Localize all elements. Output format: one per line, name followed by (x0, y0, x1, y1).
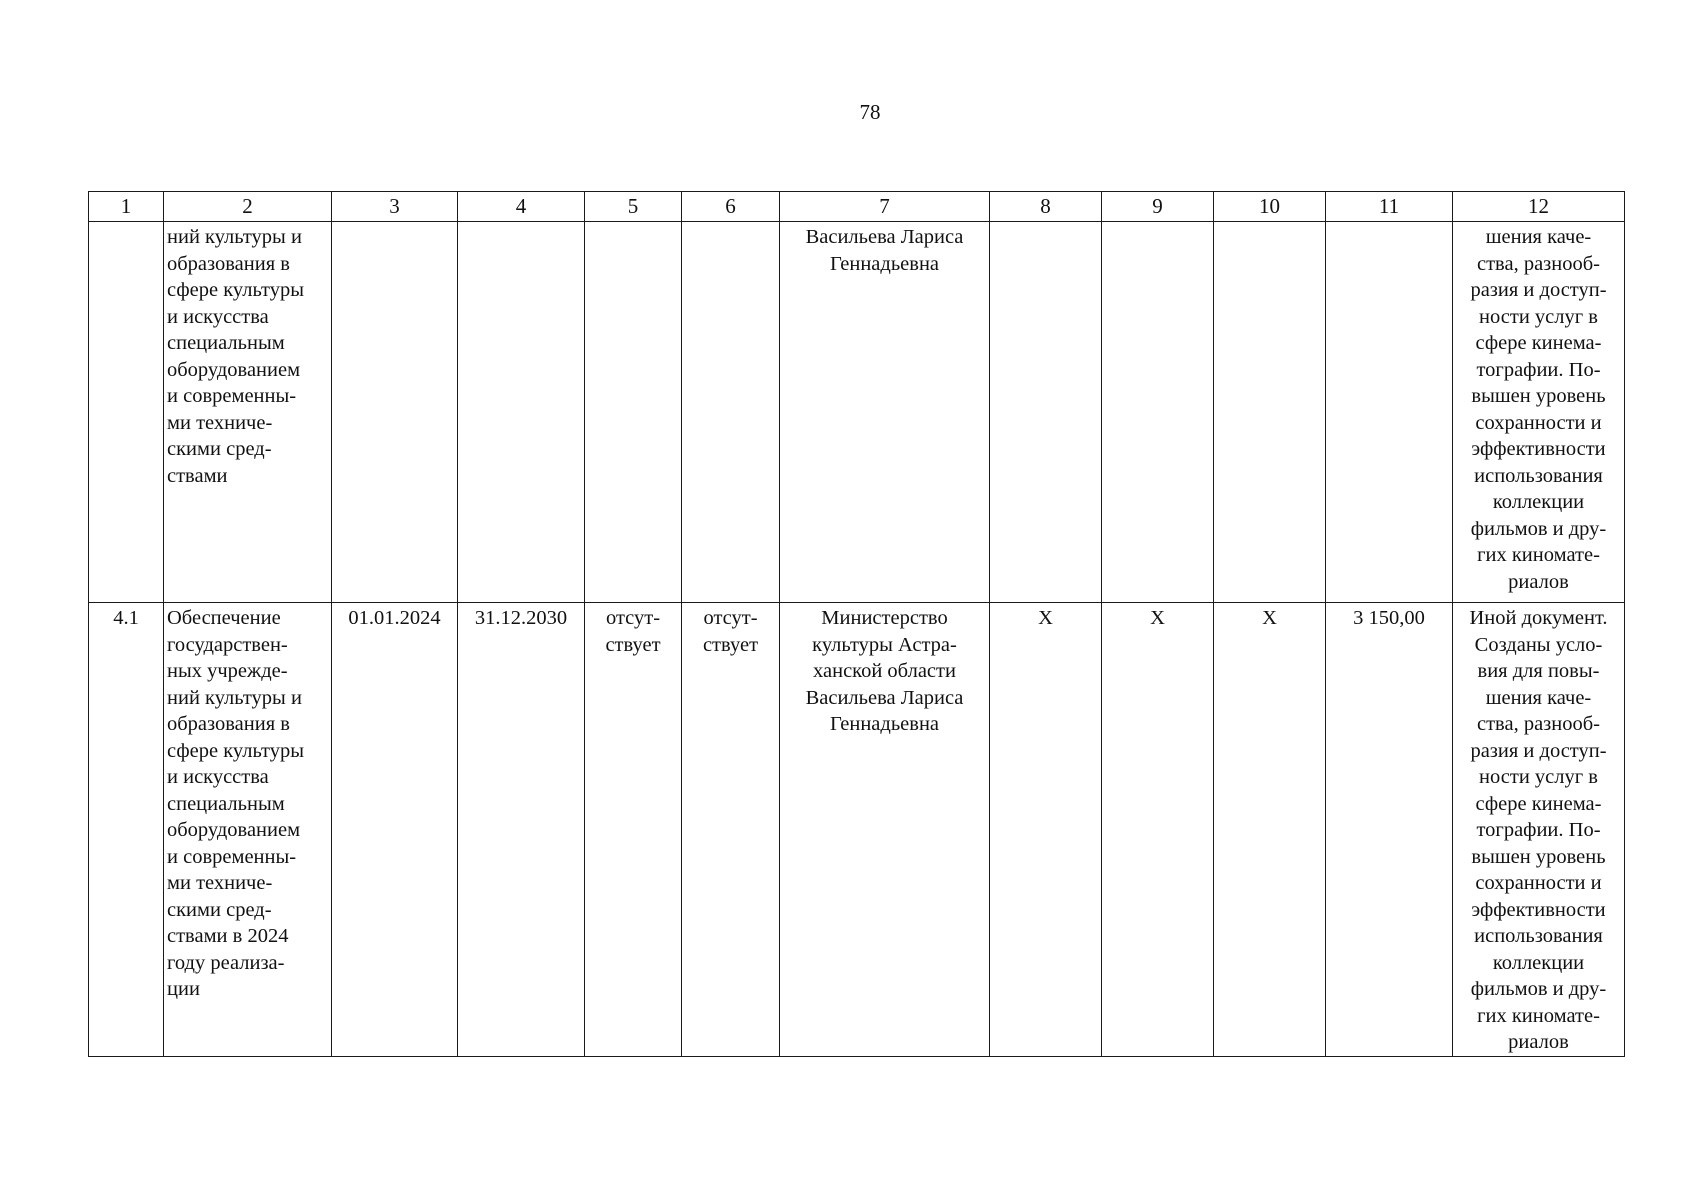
table-row (89, 222, 1625, 603)
cell-line: оборудованием (167, 358, 301, 381)
cell-line: риалов (1508, 570, 1569, 593)
cell-end-date: 31.12.2030 (458, 603, 585, 1057)
cell-line: вия для повы- (1477, 660, 1600, 682)
cell-line: гих киномате- (1477, 1004, 1600, 1027)
cell-line: ствами (167, 464, 228, 487)
cell-line: и искусства (167, 766, 269, 788)
cell-line: коллекции (1492, 491, 1585, 513)
cell-line: ствами в 2024 (167, 925, 289, 947)
cell-line: сфере культуры (167, 739, 304, 762)
cell-line: ний культуры и (167, 686, 302, 709)
column-header-4: 4 (458, 192, 585, 222)
cell-line: сохранности и (1475, 411, 1602, 434)
cell-line: ции (167, 978, 200, 1000)
cell-line: специальным (167, 332, 285, 354)
cell-responsible (780, 603, 990, 1057)
cell-col9 (1102, 222, 1214, 603)
table-row (89, 603, 1625, 1057)
cell-line: шения каче- (1485, 686, 1592, 709)
cell-line: Геннадьевна (829, 713, 940, 735)
cell-line: отсут- (703, 607, 758, 629)
cell-start-date: 01.01.2024 (332, 603, 458, 1057)
cell-line: и современны- (167, 845, 297, 868)
column-header-12: 12 (1453, 192, 1625, 222)
cell-line: Васильева Лариса (805, 226, 964, 248)
cell-line: году реализа- (167, 951, 285, 974)
column-header-7: 7 (780, 192, 990, 222)
cell-result (1453, 222, 1625, 603)
cell-col6 (682, 222, 780, 603)
cell-line: ми техниче- (167, 411, 273, 434)
page-number: 78 (859, 100, 881, 124)
cell-line: фильмов и дру- (1470, 517, 1607, 540)
cell-line: разия и доступ- (1470, 739, 1607, 762)
cell-line: сохранности и (1475, 872, 1602, 894)
cell-description (164, 603, 332, 1057)
column-header-11: 11 (1326, 192, 1453, 222)
cell-line: и искусства (167, 305, 269, 328)
cell-line: тографии. По- (1476, 819, 1601, 841)
cell-line: эффективности (1471, 898, 1606, 921)
cell-line: ствует (605, 633, 661, 656)
cell-line: разия и доступ- (1470, 279, 1607, 301)
cell-col10 (1214, 222, 1326, 603)
cell-line: образования в (167, 713, 290, 735)
column-header-1: 1 (89, 192, 164, 222)
cell-col9: X (1102, 603, 1214, 1057)
cell-line: ствует (702, 633, 759, 656)
cell-line: сфере культуры (167, 279, 304, 301)
cell-line: Иной документ. (1469, 607, 1608, 629)
cell-number: 4.1 (89, 603, 164, 1057)
cell-responsible (780, 222, 990, 603)
cell-line: и современны- (167, 385, 297, 407)
cell-line: риалов (1508, 1031, 1569, 1053)
cell-line: Министерство (821, 607, 948, 629)
column-header-3: 3 (332, 192, 458, 222)
cell-line: культуры Астра- (812, 633, 957, 656)
cell-line: ности услуг в (1479, 305, 1598, 328)
cell-line: использования (1474, 464, 1603, 487)
cell-line: ханской области (813, 660, 956, 682)
cell-amount (1326, 222, 1453, 603)
cell-result (1453, 603, 1625, 1057)
cell-line: специальным (167, 792, 285, 815)
cell-line: ных учрежде- (167, 660, 288, 682)
cell-line: ми техниче- (167, 872, 273, 894)
cell-start-date (332, 222, 458, 603)
cell-line: ства, разнооб- (1477, 713, 1600, 735)
cell-line: ности услуг в (1479, 766, 1598, 788)
cell-col6 (682, 603, 780, 1057)
cell-line: ний культуры и (167, 226, 302, 248)
cell-line: отсут- (605, 607, 661, 629)
cell-line: скими сред- (167, 438, 272, 460)
cell-line: использования (1474, 925, 1603, 947)
cell-col8: X (990, 603, 1102, 1057)
cell-line: государствен- (167, 633, 288, 656)
cell-line: эффективности (1471, 438, 1606, 460)
column-header-2: 2 (164, 192, 332, 222)
cell-line: фильмов и дру- (1470, 978, 1607, 1000)
cell-line: Созданы усло- (1474, 633, 1603, 656)
cell-line: скими сред- (167, 898, 272, 921)
cell-line: ства, разнооб- (1477, 252, 1600, 275)
cell-line: Геннадьевна (829, 252, 940, 275)
cell-end-date (458, 222, 585, 603)
cell-line: оборудованием (167, 819, 301, 841)
cell-col8 (990, 222, 1102, 603)
cell-line: сфере кинема- (1475, 332, 1602, 354)
column-header-9: 9 (1102, 192, 1214, 222)
cell-line: Васильева Лариса (805, 686, 964, 709)
cell-line: тографии. По- (1476, 358, 1601, 381)
cell-line: образования в (167, 252, 290, 275)
cell-line: гих киномате- (1477, 544, 1600, 566)
cell-line: сфере кинема- (1475, 792, 1602, 815)
cell-number (89, 222, 164, 603)
column-number-row (89, 192, 1625, 222)
cell-description (164, 222, 332, 603)
column-header-6: 6 (682, 192, 780, 222)
column-header-10: 10 (1214, 192, 1326, 222)
cell-line: Обеспечение (167, 607, 281, 629)
cell-col5 (585, 603, 682, 1057)
cell-line: вышен уровень (1471, 845, 1606, 868)
cell-line: вышен уровень (1471, 385, 1606, 407)
cell-col5 (585, 222, 682, 603)
cell-line: шения каче- (1485, 226, 1592, 248)
column-header-5: 5 (585, 192, 682, 222)
cell-col10: X (1214, 603, 1326, 1057)
cell-line: коллекции (1492, 951, 1585, 974)
cell-amount: 3 150,00 (1326, 603, 1453, 1057)
data-table (88, 191, 1625, 1057)
column-header-8: 8 (990, 192, 1102, 222)
